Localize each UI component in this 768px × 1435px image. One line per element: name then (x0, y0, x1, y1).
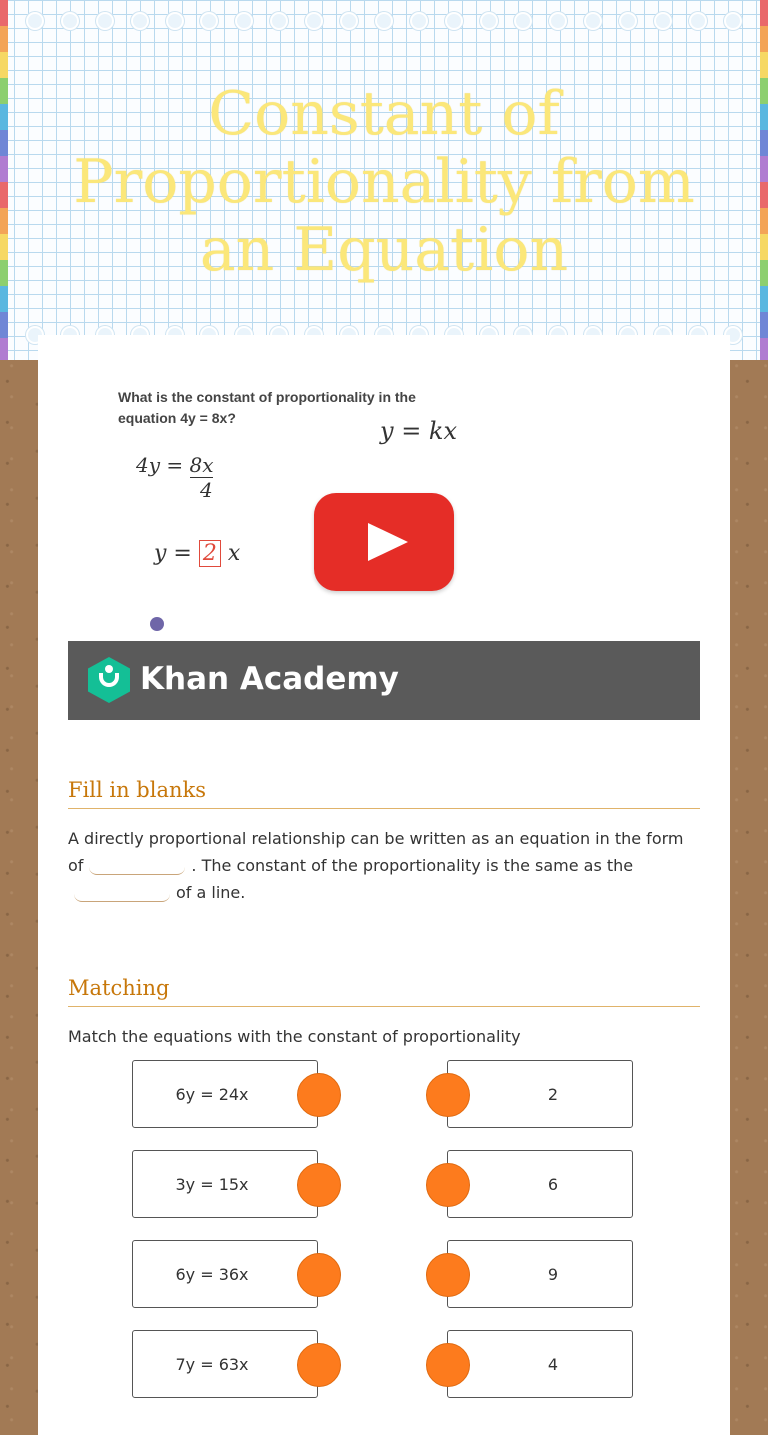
match-right-item[interactable]: 2 (447, 1060, 633, 1128)
match-handle-right[interactable] (426, 1343, 470, 1387)
match-handle-left[interactable] (297, 1343, 341, 1387)
match-handle-right[interactable] (426, 1073, 470, 1117)
match-handle-right[interactable] (426, 1253, 470, 1297)
match-handle-left[interactable] (297, 1163, 341, 1207)
match-left-item[interactable]: 7y = 63x (132, 1330, 318, 1398)
blank-input-2[interactable] (74, 885, 170, 902)
match-right-item[interactable]: 6 (447, 1150, 633, 1218)
match-handle-left[interactable] (297, 1253, 341, 1297)
match-handle-right[interactable] (426, 1163, 470, 1207)
video-embed[interactable] (68, 365, 700, 720)
fill-in-blanks-heading: Fill in blanks (68, 778, 700, 809)
rainbow-border-right (760, 0, 768, 360)
video-question: What is the constant of proportionality in the equation 4y = 8x? (118, 389, 416, 426)
cursor-dot (150, 617, 164, 631)
matching-heading: Matching (68, 976, 700, 1007)
video-brand-bar (68, 641, 700, 720)
header-banner (0, 0, 768, 360)
matching-instructions: Match the equations with the constant of proportionality (68, 1027, 521, 1046)
match-handle-left[interactable] (297, 1073, 341, 1117)
binder-holes-top (26, 12, 742, 30)
match-left-item[interactable]: 6y = 36x (132, 1240, 318, 1308)
brand-name: Khan Academy (140, 661, 399, 697)
match-right-item[interactable]: 9 (447, 1240, 633, 1308)
handwritten-result: y = 2 x (154, 541, 241, 566)
rainbow-border-left (0, 0, 8, 360)
worksheet-title: Constant of Proportionality from an Equation (73, 79, 695, 285)
handwritten-work: 4y = 8x 4 (136, 453, 214, 502)
match-left-item[interactable]: 3y = 15x (132, 1150, 318, 1218)
match-right-item[interactable]: 4 (447, 1330, 633, 1398)
worksheet-card (38, 335, 730, 1435)
handwritten-formula: y = kx (380, 417, 458, 445)
match-left-item[interactable]: 6y = 24x (132, 1060, 318, 1128)
fill-in-blanks-text: A directly proportional relationship can be written as an equation in the form of . The constant of the proportionality is the same as theof a line. (68, 829, 684, 902)
youtube-play-icon[interactable] (314, 493, 454, 591)
khan-academy-logo-icon (88, 657, 130, 703)
blank-input-1[interactable] (89, 858, 185, 875)
